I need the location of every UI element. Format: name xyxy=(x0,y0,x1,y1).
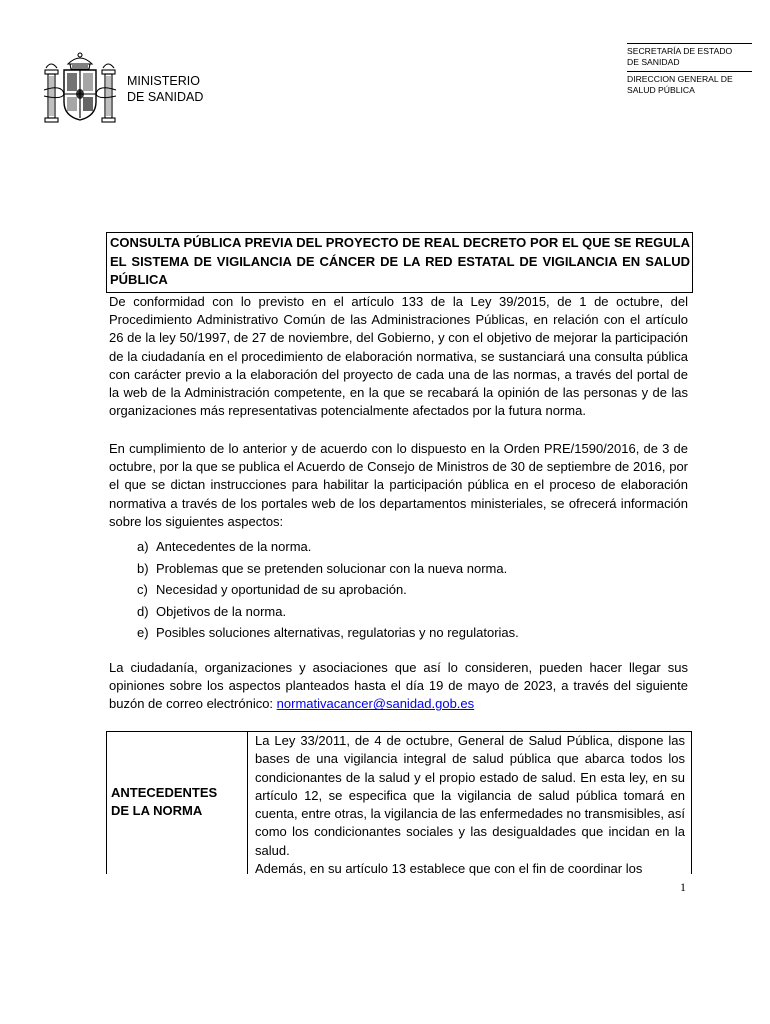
page-number: 1 xyxy=(680,880,686,894)
paragraph-3-text: La ciudadanía, organizaciones y asociaciones que así lo consideren, pueden hacer llegar sus opiniones sobre los aspectos planteados hasta el día 19 de mayo de 2023, a través del siguiente buzón de correo electrónico: xyxy=(109,660,688,712)
department-header xyxy=(627,43,752,96)
direccion-line2: SALUD PÚBLICA xyxy=(627,85,695,95)
document-title: CONSULTA PÚBLICA PREVIA DEL PROYECTO DE REAL DECRETO POR EL QUE SE REGULA EL SISTEMA DE VIGILANCIA DE CÁNCER DE LA RED ESTATAL DE VIGILANCIA EN SALUD PÚBLICA xyxy=(106,232,693,293)
table-label-cell xyxy=(107,732,248,874)
list-item: d) Objetivos de la norma. xyxy=(137,603,287,619)
direccion-line1: DIRECCION GENERAL DE xyxy=(627,74,733,84)
list-item: c) Necesidad y oportunidad de su aprobación. xyxy=(137,582,407,598)
list-item: a) Antecedentes de la norma. xyxy=(137,539,312,554)
email-link[interactable]: normativacancer@sanidad.gob.es xyxy=(276,696,475,712)
ministry-name xyxy=(127,73,203,105)
coat-of-arms-icon xyxy=(42,50,118,130)
paragraph-1: De conformidad con lo previsto en el artículo 133 de la Ley 39/2015, de 1 de octubre, del Procedimiento Administrativo Común de las Administraciones Públicas, en relación con el artículo 26 de la ley 50/1997, de 27 de noviembre, del Gobierno, y con el objetivo de mejorar la participación de la ciudadanía en el procedimiento de elaboración normativa, se sustanciará una consulta pública con carácter previo a la elaboración del proyecto de cada una de las normas, a través del portal de la web de la Administración competente, en la que se recabará la opinión de las personas y de las organizaciones más representativas potencialmente afectados por la futura norma. xyxy=(109,294,688,419)
list-item: b) Problemas que se pretenden solucionar con la nueva norma. xyxy=(137,560,508,576)
table-content: La Ley 33/2011, de 4 de octubre, General de Salud Pública, dispone las bases de una vigilancia integral de salud pública que abarca todos los condicionantes de la salud y el propio estado de salud. En esta ley, en su artículo 12, se especifica que la vigilancia de salud pública tomará en cuenta, entre otras, la vigilancia de las enfermedades no transmisibles, así como los condicionantes sociales y las desigualdades que incidan en la salud. xyxy=(255,733,685,858)
ministry-line2: DE SANIDAD xyxy=(127,90,204,104)
paragraph-2: En cumplimiento de lo anterior y de acuerdo con lo dispuesto en la Orden PRE/1590/2016, de 3 de octubre, por la que se publica el Acuerdo de Consejo de Ministros de 30 de septiembre de 2016, por el que se dictan instrucciones para habilitar la participación pública en el proceso de elaboración normativa a través de los portales web de los departamentos ministeriales, se ofrecerá información sobre los siguientes aspectos: xyxy=(109,441,688,529)
list-item: e) Posibles soluciones alternativas, regulatorias y no regulatorias. xyxy=(137,625,519,641)
antecedentes-table xyxy=(106,731,692,877)
ministry-line1: MINISTERIO xyxy=(127,74,200,88)
table-content-cell xyxy=(255,732,685,878)
aspects-list xyxy=(137,536,519,644)
secretaria-line1: SECRETARÍA DE ESTADO xyxy=(627,46,733,56)
paragraph-3 xyxy=(109,659,688,714)
table-label: ANTECEDENTES DE LA NORMA xyxy=(111,785,218,818)
table-content-continued: Además, en su artículo 13 establece que con el fin de coordinar los xyxy=(255,861,643,877)
secretaria-line2: DE SANIDAD xyxy=(627,57,680,67)
